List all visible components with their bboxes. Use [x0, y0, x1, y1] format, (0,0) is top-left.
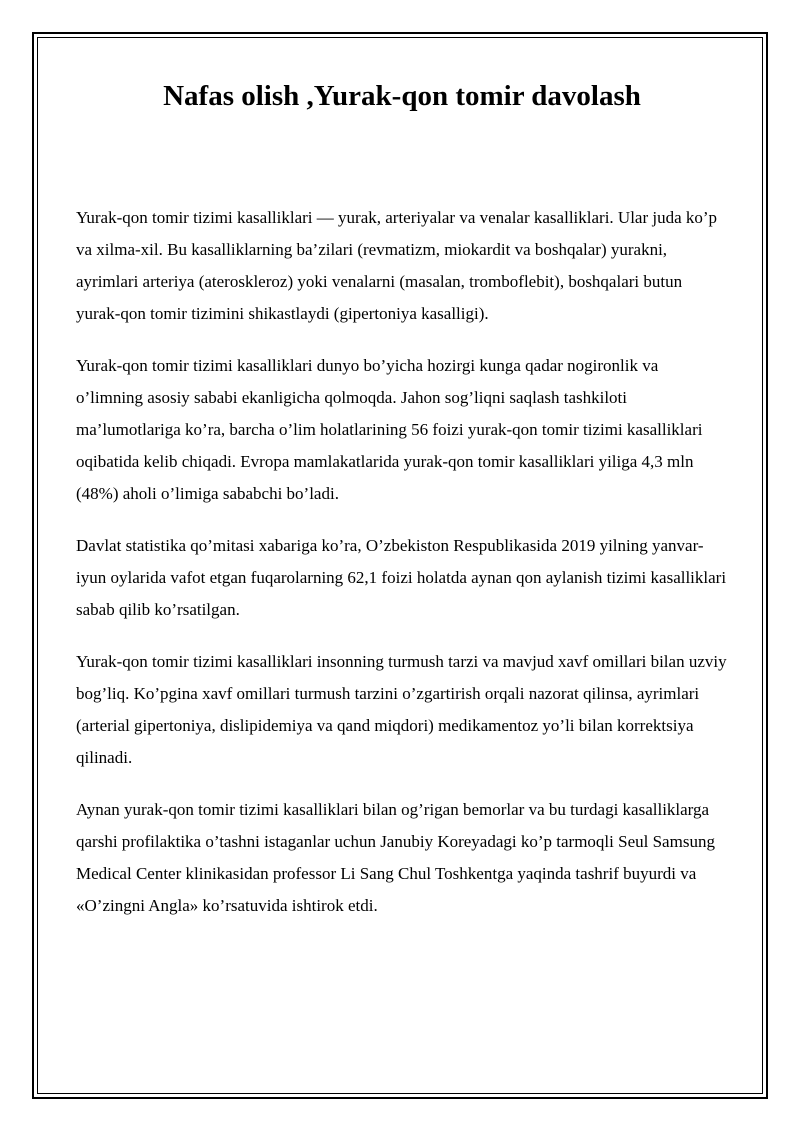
- paragraph-2: Yurak-qon tomir tizimi kasalliklari dunyo bo’yicha hozirgi kunga qadar nogironlik va o’limning asosiy sababi ekanligicha qolmoqda. Jahon sog’liqni saqlash tashkiloti ma’lumotlariga ko’ra, barcha o’lim holatlarining 56 foizi yurak-qon tomir tizimi kasalliklari oqibatida kelib chiqadi. Evropa mamlakatlarida yurak-qon tomir kasalliklari yiliga 4,3 mln (48%) aholi o’limiga sababchi bo’ladi.: [76, 356, 703, 503]
- document-title: Nafas olish ,Yurak-qon tomir davolash: [163, 80, 641, 112]
- paragraph-1: Yurak-qon tomir tizimi kasalliklari — yurak, arteriyalar va venalar kasalliklari. Ular juda ko’p va xilma-xil. Bu kasalliklarning ba’zilari (revmatizm, miokardit va boshqalar) yurakni, ayrimlari arteriya (ateroskleroz) yoki venalarni (masalan, tromboflebit), boshqalari butun yurak-qon tomir tizimini shikastlaydi (gipertoniya kasalligi).: [76, 208, 718, 323]
- document-body: [76, 202, 728, 922]
- paragraph-4: Yurak-qon tomir tizimi kasalliklari insonning turmush tarzi va mavjud xavf omillari bilan uzviy bog’liq. Ko’pgina xavf omillari turmush tarzini o’zgartirish orqali nazorat qilinsa, ayrimlari (arterial gipertoniya, dislipidemiya va qand miqdori) medikamentoz yo’li bilan korrektsiya qilinadi.: [76, 652, 727, 767]
- document-content: [76, 70, 728, 942]
- paragraph-3: Davlat statistika qo’mitasi xabariga ko’ra, O’zbekiston Respublikasida 2019 yilning yanvar-iyun oylarida vafot etgan fuqarolarning 62,1 foizi holatda aynan qon aylanish tizimi kasalliklari sabab qilib ko’rsatilgan.: [76, 536, 727, 619]
- paragraph-5: Aynan yurak-qon tomir tizimi kasalliklari bilan og’rigan bemorlar va bu turdagi kasalliklarga qarshi profilaktika o’tashni istaganlar uchun Janubiy Koreyadagi ko’p tarmoqli Seul Samsung Medical Center klinikasidan professor Li Sang Chul Toshkentga yaqinda tashrif buyurdi va «O’zingni Angla» ko’rsatuvida ishtirok etdi.: [76, 800, 715, 915]
